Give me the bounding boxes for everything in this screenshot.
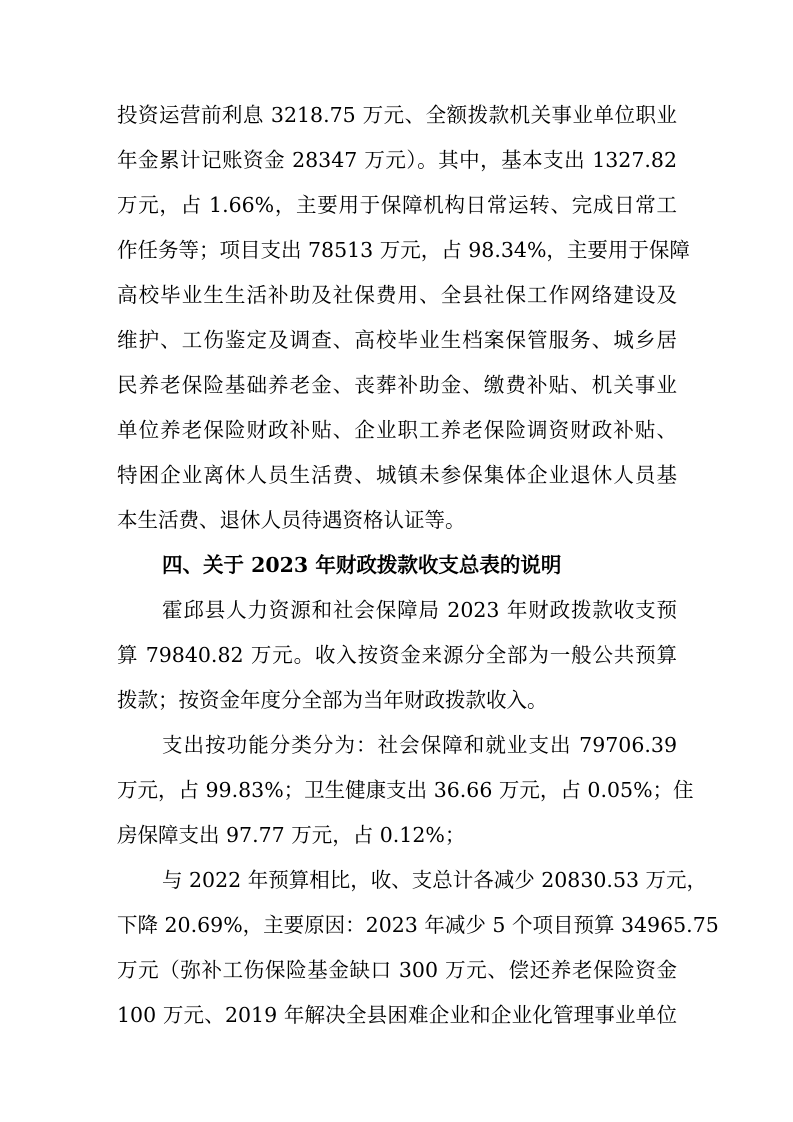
body-text-line: 房保障支出 97.77 万元，占 0.12%； [117, 823, 466, 847]
body-text-line: 作任务等；项目支出 78513 万元，占 98.34%，主要用于保障 [117, 238, 690, 262]
body-text-line: 投资运营前利息 3218.75 万元、全额拨款机关事业单位职业 [117, 103, 677, 127]
body-text-line: 与 2022 年预算相比，收、支总计各减少 20830.53 万元， [162, 868, 708, 892]
body-text-line: 高校毕业生生活补助及社保费用、全县社保工作网络建设及 [117, 283, 677, 307]
body-text-line: 万元（弥补工伤保险基金缺口 300 万元、偿还养老保险资金 [117, 958, 677, 982]
body-text-line: 算 79840.82 万元。收入按资金来源分全部为一般公共预算 [117, 643, 677, 667]
body-text-line: 单位养老保险财政补贴、企业职工养老保险调资财政补贴、 [117, 418, 677, 442]
body-text-line: 维护、工伤鉴定及调查、高校毕业生档案保管服务、城乡居 [117, 328, 677, 352]
body-text-line: 本生活费、退休人员待遇资格认证等。 [117, 508, 466, 532]
body-text-line: 下降 20.69%，主要原因：2023 年减少 5 个项目预算 34965.75 [117, 913, 719, 937]
body-text-line: 拨款；按资金年度分全部为当年财政拨款收入。 [117, 688, 548, 712]
section-heading-4: 四、关于 2023 年财政拨款收支总表的说明 [162, 553, 562, 577]
body-text-line: 霍邱县人力资源和社会保障局 2023 年财政拨款收支预 [162, 598, 677, 622]
body-text-line: 民养老保险基础养老金、丧葬补助金、缴费补贴、机关事业 [117, 373, 677, 397]
body-text-line: 支出按功能分类分为：社会保障和就业支出 79706.39 [162, 733, 677, 757]
body-text-line: 年金累计记账资金 28347 万元）。其中，基本支出 1327.82 [117, 148, 677, 172]
body-text-line: 万元，占 99.83%；卫生健康支出 36.66 万元，占 0.05%；住 [117, 778, 694, 802]
body-text-line: 万元，占 1.66%，主要用于保障机构日常运转、完成日常工 [117, 193, 677, 217]
body-text-line: 特困企业离休人员生活费、城镇未参保集体企业退休人员基 [117, 463, 677, 487]
body-text-line: 100 万元、2019 年解决全县困难企业和企业化管理事业单位 [117, 1003, 677, 1027]
